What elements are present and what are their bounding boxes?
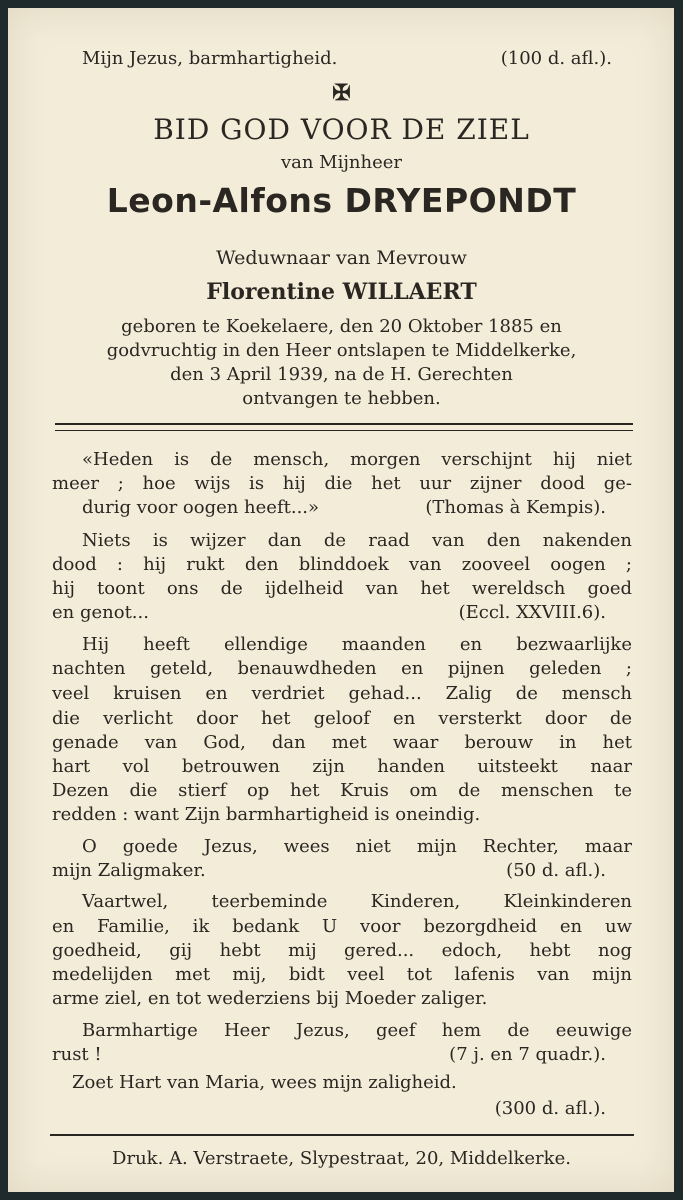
citation: (Eccl. XXVIII.6). <box>458 602 606 623</box>
text-line: die verlicht door het geloof en versterkt door de <box>52 708 632 729</box>
text-line: Hij heeft ellendige maanden en bezwaarlijke <box>82 634 632 655</box>
text-line: Dezen die stierf op het Kruis om de menschen te <box>52 780 632 801</box>
cross-icon: ✠ <box>332 80 351 106</box>
text-line: mijn Zaligmaker. <box>52 860 206 881</box>
text-line: rust ! <box>52 1044 102 1065</box>
text-line: hart vol betrouwen zijn handen uitsteekt naar <box>52 756 632 777</box>
text-line: nachten geteld, benauwdheden en pijnen geleden ; <box>52 658 632 679</box>
text-line: en genot... <box>52 602 149 623</box>
bio-line: godvruchtig in den Heer ontslapen te Middelkerke, <box>106 340 577 361</box>
text-line: goedheid, gij hebt mij gered... edoch, hebt nog <box>52 940 632 961</box>
text-line: arme ziel, en tot wederziens bij Moeder zaliger. <box>52 988 488 1009</box>
indulgence: (300 d. afl.). <box>494 1098 606 1119</box>
text-line: Vaartwel, teerbeminde Kinderen, Kleinkinderen <box>82 891 632 912</box>
text-line: O goede Jezus, wees niet mijn Rechter, maar <box>82 836 632 857</box>
text-line: durig voor oogen heeft...» <box>82 497 320 518</box>
text-line: meer ; hoe wijs is hij die het uur zijner dood ge- <box>52 473 632 494</box>
spouse-name: Florentine WILLAERT <box>206 279 477 305</box>
text-line: Niets is wijzer dan de raad van den nakenden <box>82 530 632 551</box>
widower-label: Weduwnaar van Mevrouw <box>216 247 467 269</box>
citation: (Thomas à Kempis). <box>425 497 606 518</box>
bio-line: ontvangen te hebben. <box>242 388 441 409</box>
text-line: hij toont ons de ijdelheid van het wereldsch goed <box>52 578 632 599</box>
text-line: medelijden met mij, bidt veel tot lafenis van mijn <box>52 964 632 985</box>
text-line: dood : hij rukt den blinddoek van zooveel oogen ; <box>52 554 632 575</box>
motto-indulgence: (100 d. afl.). <box>500 48 612 69</box>
bio-line: geboren te Koekelaere, den 20 Oktober 1885 en <box>121 316 562 337</box>
motto: Mijn Jezus, barmhartigheid. <box>82 48 338 69</box>
bio-line: den 3 April 1939, na de H. Gerechten <box>170 364 513 385</box>
divider <box>55 423 633 425</box>
indulgence: (50 d. afl.). <box>506 860 606 881</box>
text-line: Barmhartige Heer Jezus, geef hem de eeuwige <box>82 1020 632 1041</box>
divider <box>50 1134 634 1136</box>
text-line: «Heden is de mensch, morgen verschijnt hij niet <box>82 449 632 470</box>
text-line: Zoet Hart van Maria, wees mijn zaligheid. <box>72 1072 457 1093</box>
page-title: BID GOD VOOR DE ZIEL <box>153 113 530 146</box>
deceased-name: Leon-Alfons DRYEPONDT <box>106 181 577 220</box>
text-line: en Familie, ik bedank U voor bezorgdheid en uw <box>52 916 632 937</box>
printer-credit: Druk. A. Verstraete, Slypestraat, 20, Middelkerke. <box>112 1148 571 1169</box>
divider <box>55 430 633 431</box>
van-label: van Mijnheer <box>280 152 403 173</box>
text-line: redden : want Zijn barmhartigheid is oneindig. <box>52 804 481 825</box>
text-line: genade van God, dan met waar berouw in het <box>52 732 632 753</box>
indulgence: (7 j. en 7 quadr.). <box>449 1044 606 1065</box>
text-line: veel kruisen en verdriet gehad... Zalig de mensch <box>52 683 632 704</box>
